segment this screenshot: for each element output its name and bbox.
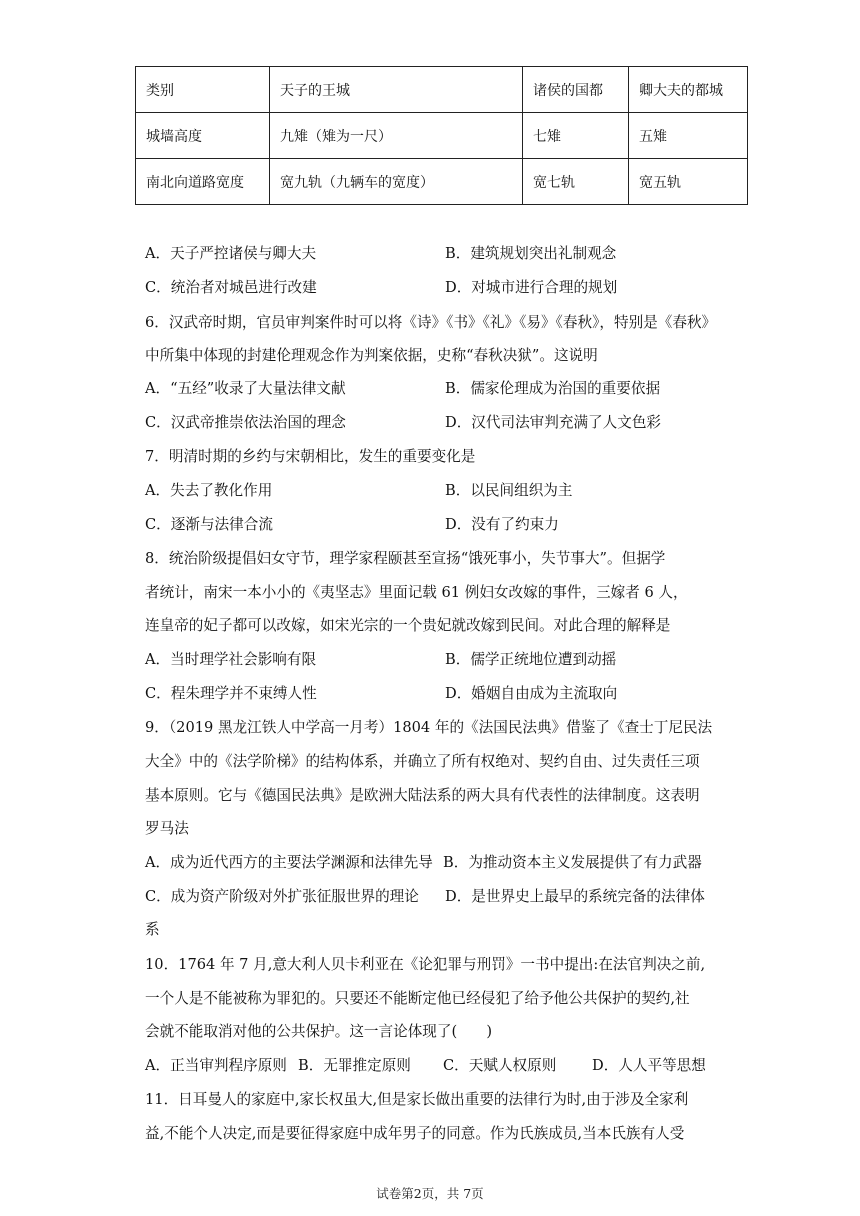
q11-stem-line: 11．日耳曼人的家庭中,家长权虽大,但是家长做出重要的法律行为时,由于涉及全家利 — [145, 1091, 689, 1108]
q10-stem-line: 10．1764 年 7 月,意大利人贝卡利亚在《论犯罪与刑罚》一书中提出:在法官判决之前, — [145, 956, 706, 973]
q8-stem-line: 连皇帝的妃子都可以改嫁，如宋光宗的一个贵妃就改嫁到民间。对此合理的解释是 — [145, 617, 671, 634]
q10-stem-line: 一个人是不能被称为罪犯的。只要还不能断定他已经侵犯了给予他公共保护的契约,社 — [145, 990, 690, 1007]
q7-option-c[interactable]: C．逐渐与法律合流 — [145, 516, 273, 533]
q6-stem-line: 6．汉武帝时期，官员审判案件时可以将《诗》《书》《礼》《易》《春秋》，特别是《春秋》 — [145, 314, 717, 331]
q7-option-a[interactable]: A．失去了教化作用 — [145, 482, 273, 499]
q8-stem-line: 8．统治阶级提倡妇女守节，理学家程颐甚至宣扬“饿死事小，失节事大”。但据学 — [145, 550, 666, 567]
q7-stem: 7．明清时期的乡约与宋朝相比，发生的重要变化是 — [145, 448, 476, 465]
table-cell: 宽五轨 — [629, 159, 748, 205]
q8-option-d[interactable]: D．婚姻自由成为主流取向 — [445, 685, 618, 702]
q9-option-d-continued: 系 — [145, 921, 160, 938]
table-cell: 卿大夫的都城 — [629, 67, 748, 113]
table-row — [136, 159, 748, 205]
table-cell: 七雉 — [523, 113, 629, 159]
page-footer: 试卷第2页，共 7页 — [376, 1186, 484, 1201]
q10-option-a[interactable]: A．正当审判程序原则 — [145, 1057, 287, 1074]
table-cell: 五雉 — [629, 113, 748, 159]
q6-option-d[interactable]: D．汉代司法审判充满了人文色彩 — [445, 414, 662, 431]
q8-option-b[interactable]: B．儒学正统地位遭到动摇 — [445, 651, 617, 668]
q9-option-d[interactable]: D．是世界史上最早的系统完备的法律体 — [445, 888, 705, 905]
q6-stem-line: 中所集中体现的封建伦理观念作为判案依据，史称“春秋决狱”。这说明 — [145, 347, 598, 364]
q9-stem-line: 罗马法 — [145, 820, 189, 837]
table-cell: 天子的王城 — [270, 67, 523, 113]
q5-option-d[interactable]: D．对城市进行合理的规划 — [445, 279, 618, 296]
q9-stem-line: 9．（2019 黑龙江铁人中学高一月考）1804 年的《法国民法典》借鉴了《查士丁尼民法 — [145, 719, 713, 736]
table-cell: 南北向道路宽度 — [136, 159, 270, 205]
q8-stem-line: 者统计，南宋一本小小的《夷坚志》里面记载 61 例妇女改嫁的事件，三嫁者 6 人， — [145, 584, 688, 601]
q10-option-b[interactable]: B．无罪推定原则 — [298, 1057, 411, 1074]
table-cell: 诸侯的国都 — [523, 67, 629, 113]
q10-option-d[interactable]: D．人人平等思想 — [592, 1057, 706, 1074]
q9-stem-line: 基本原则。它与《德国民法典》是欧洲大陆法系的两大具有代表性的法律制度。这表明 — [145, 787, 700, 804]
q9-option-b[interactable]: B．为推动资本主义发展提供了有力武器 — [443, 854, 702, 871]
city-regulation-table — [135, 66, 748, 205]
q8-option-a[interactable]: A．当时理学社会影响有限 — [145, 651, 317, 668]
q6-option-b[interactable]: B．儒家伦理成为治国的重要依据 — [445, 380, 661, 397]
table-cell: 宽七轨 — [523, 159, 629, 205]
table-row — [136, 113, 748, 159]
q10-stem-line: 会就不能取消对他的公共保护。这一言论体现了( ) — [145, 1023, 493, 1040]
q10-option-c[interactable]: C．天赋人权原则 — [443, 1057, 557, 1074]
q7-option-d[interactable]: D．没有了约束力 — [445, 516, 559, 533]
table-row — [136, 67, 748, 113]
q5-option-c[interactable]: C．统治者对城邑进行改建 — [145, 279, 317, 296]
q5-option-b[interactable]: B．建筑规划突出礼制观念 — [445, 245, 617, 262]
q7-option-b[interactable]: B．以民间组织为主 — [445, 482, 573, 499]
q9-option-a[interactable]: A．成为近代西方的主要法学渊源和法律先导 — [145, 854, 433, 871]
q9-stem-line: 大全》中的《法学阶梯》的结构体系，并确立了所有权绝对、契约自由、过失责任三项 — [145, 753, 700, 770]
q9-option-c[interactable]: C．成为资产阶级对外扩张征服世界的理论 — [145, 888, 419, 905]
table-cell: 九雉（雉为一尺） — [270, 113, 523, 159]
table-cell: 城墙高度 — [136, 113, 270, 159]
q6-option-a[interactable]: A．“五经”收录了大量法律文献 — [145, 380, 346, 397]
table-cell: 类别 — [136, 67, 270, 113]
q11-stem-line: 益,不能个人决定,而是要征得家庭中成年男子的同意。作为氏族成员,当本氏族有人受 — [145, 1125, 685, 1142]
q6-option-c[interactable]: C．汉武帝推崇依法治国的理念 — [145, 414, 346, 431]
table-cell: 宽九轨（九辆车的宽度） — [270, 159, 523, 205]
q5-option-a[interactable]: A．天子严控诸侯与卿大夫 — [145, 245, 317, 262]
q8-option-c[interactable]: C．程朱理学并不束缚人性 — [145, 685, 317, 702]
